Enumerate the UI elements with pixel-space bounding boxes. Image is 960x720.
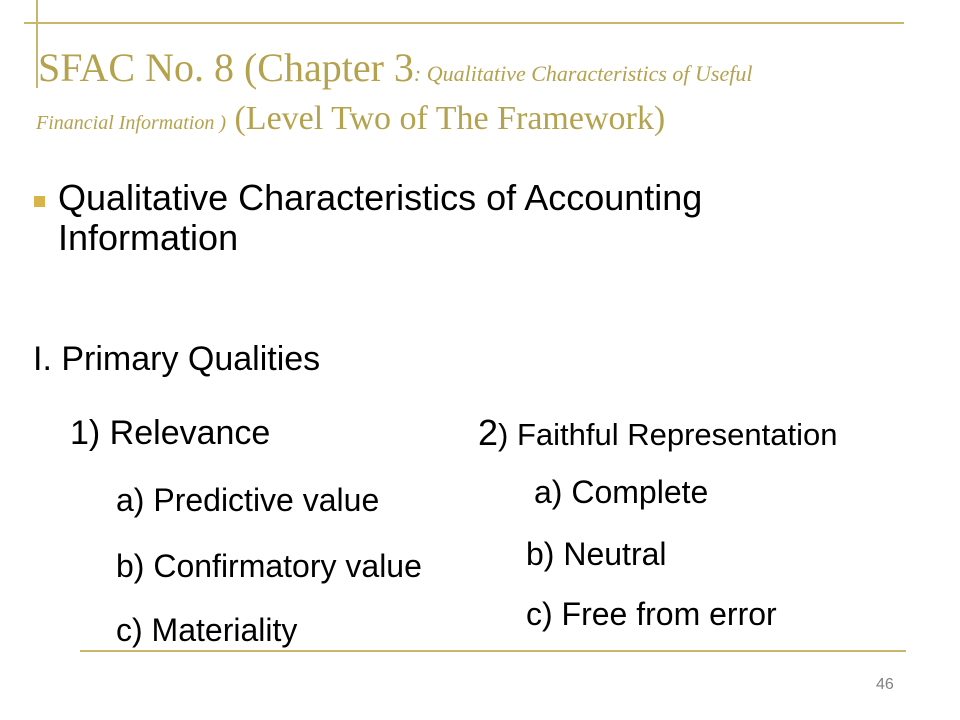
title-main-text: SFAC No. 8 (Chapter 3 <box>38 45 414 90</box>
square-bullet-icon <box>34 196 45 207</box>
section-heading: I. Primary Qualities <box>33 340 321 378</box>
bullet-line-1: Qualitative Characteristics of Accounting <box>58 177 703 218</box>
fr-item-neutral: b) Neutral <box>526 536 667 572</box>
fr-item-complete: a) Complete <box>534 474 709 510</box>
relevance-item-materiality: c) Materiality <box>116 612 298 648</box>
top-divider <box>24 22 904 24</box>
title-italic-text: : Qualitative Characteristics of Useful <box>413 61 753 86</box>
title-main-text-2: (Level Two of The Framework) <box>234 100 666 137</box>
faithful-representation-label: ) Faithful Representation <box>498 417 838 452</box>
slide-title-line1 <box>38 44 752 91</box>
title-italic-text-2: Financial Information ) <box>36 112 226 134</box>
relevance-item-confirmatory: b) Confirmatory value <box>116 548 422 584</box>
faithful-representation-heading <box>478 412 838 454</box>
faithful-representation-number: 2 <box>478 412 499 453</box>
relevance-heading: 1) Relevance <box>70 414 271 452</box>
bullet-line-2: Information <box>58 217 239 258</box>
relevance-item-predictive: a) Predictive value <box>116 482 380 518</box>
page-number: 46 <box>876 676 894 693</box>
slide-title-line2 <box>36 100 665 138</box>
bullet-point <box>58 178 702 258</box>
bottom-divider <box>80 650 906 652</box>
fr-item-free-from-error: c) Free from error <box>526 596 777 632</box>
